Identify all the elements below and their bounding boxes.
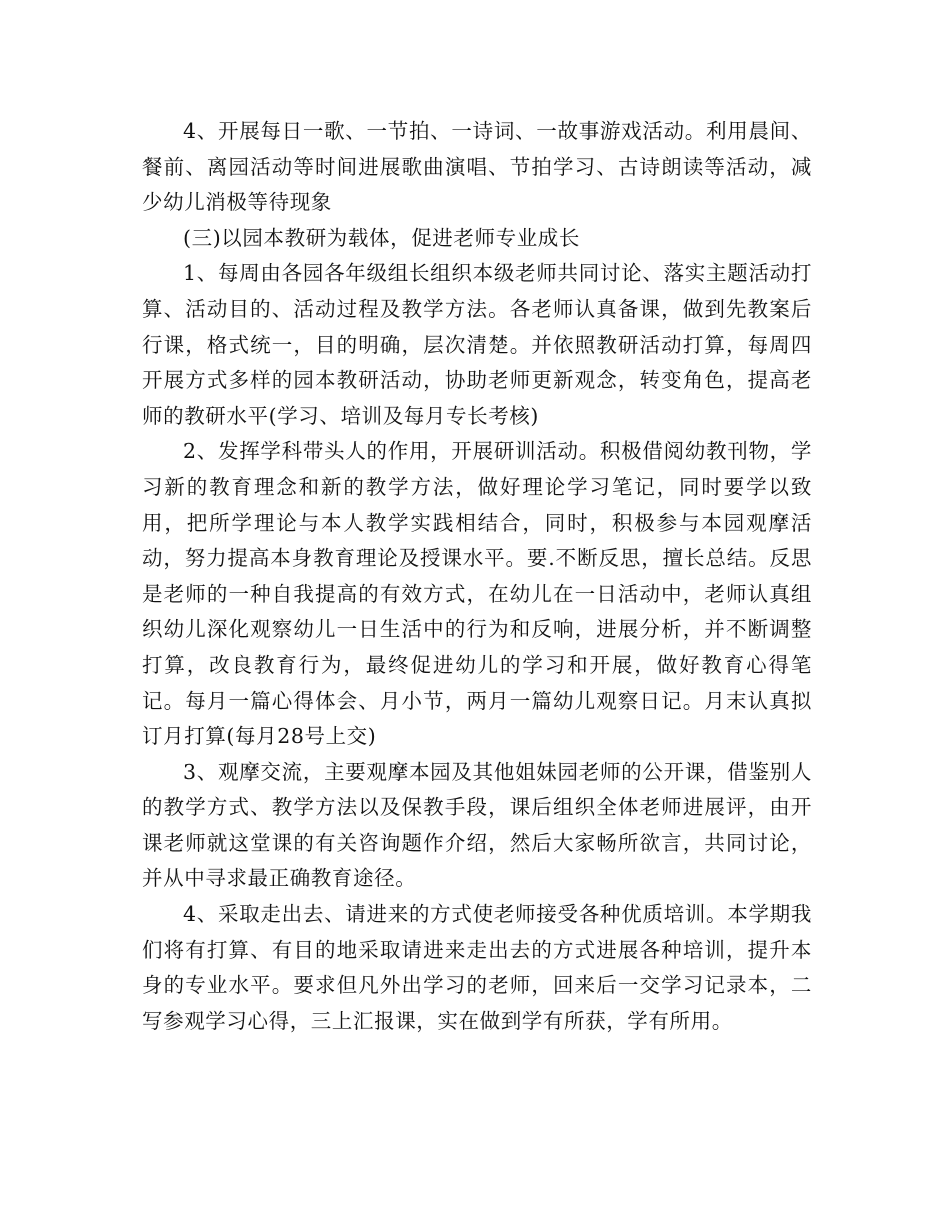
paragraph-weekly-research: 1、每周由各园各年级组长组织本级老师共同讨论、落实主题活动打算、活动目的、活动过程及教学方法。各老师认真备课，做到先教案后行课，格式统一，目的明确，层次清楚。并依照教研活动打算，每周四开展方式多样的园本教研活动，协助老师更新观念，转变角色，提高老师的教研水平(学习、培训及每月专长考核) [142, 261, 812, 428]
paragraph-subject-leaders: 2、发挥学科带头人的作用，开展研训活动。积极借阅幼教刊物，学习新的教育理念和新的教学方法，做好理论学习笔记，同时要学以致用，把所学理论与本人教学实践相结合，同时，积极参与本园观摩活动，努力提高本身教育理论及授课水平。要.不断反思，擅长总结。反思是老师的一种自我提高的有效方式，在幼儿在一日活动中，老师认真组织幼儿深化观察幼儿一日生活中的行为和反响，进展分析，并不断调整打算，改良教育行为，最终促进幼儿的学习和开展，做好教育心得笔记。每月一篇心得体会、月小节，两月一篇幼儿观察日记。月末认真拟订月打算(每月28号上交) [142, 439, 812, 749]
paragraph-observation-exchange: 3、观摩交流，主要观摩本园及其他姐妹园老师的公开课，借鉴别人的教学方式、教学方法以及保教手段，课后组织全体老师进展评，由开课老师就这堂课的有关咨询题作介绍，然后大家畅所欲言，共同讨论，并从中寻求最正确教育途径。 [142, 759, 812, 891]
section-heading-garden-research: (三)以园本教研为载体，促进老师专业成长 [183, 225, 580, 250]
document-body [142, 114, 812, 1039]
paragraph-daily-activities: 4、开展每日一歌、一节拍、一诗词、一故事游戏活动。利用晨间、餐前、离园活动等时间进展歌曲演唱、节拍学习、古诗朗读等活动，减少幼儿消极等待现象 [142, 119, 812, 215]
paragraph-training: 4、采取走出去、请进来的方式使老师接受各种优质培训。本学期我们将有打算、有目的地采取请进来走出去的方式进展各种培训，提升本身的专业水平。要求但凡外出学习的老师，回来后一交学习记录本，二写参观学习心得，三上汇报课，实在做到学有所获，学有所用。 [142, 902, 812, 1033]
